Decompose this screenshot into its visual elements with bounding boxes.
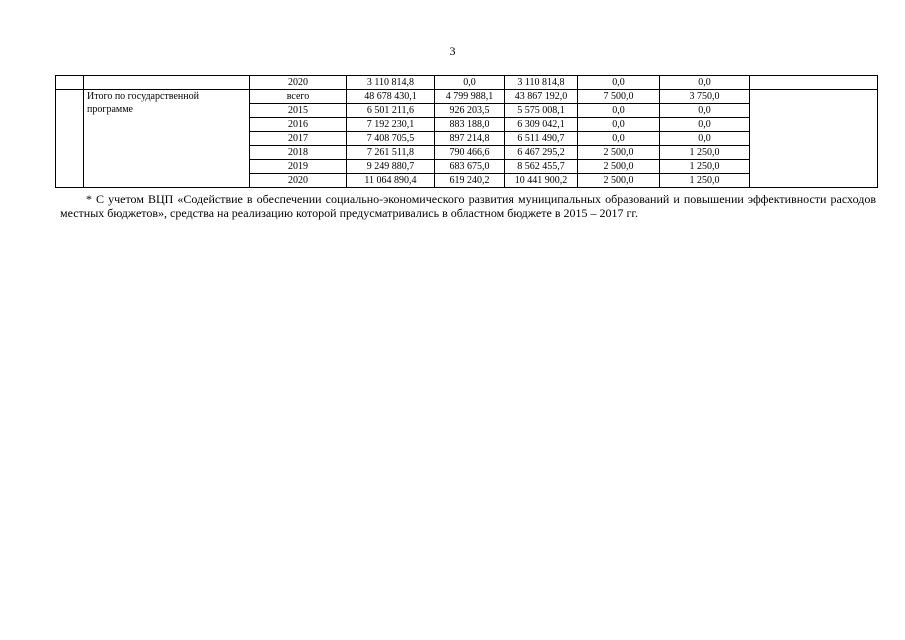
table-cell-regional: 6 309 042,1 xyxy=(505,118,578,132)
table-cell-federal: 790 466,6 xyxy=(435,146,505,160)
table-cell-local: 0,0 xyxy=(578,76,660,90)
table-cell-empty xyxy=(750,76,878,90)
table-cell-federal: 4 799 988,1 xyxy=(435,90,505,104)
table-cell-total: 7 408 705,5 xyxy=(347,132,435,146)
table-cell-total: 6 501 211,6 xyxy=(347,104,435,118)
table-cell-local: 0,0 xyxy=(578,118,660,132)
table-cell-other: 0,0 xyxy=(660,118,750,132)
table-cell-regional: 3 110 814,8 xyxy=(505,76,578,90)
table-cell-other: 0,0 xyxy=(660,132,750,146)
table-cell-regional: 43 867 192,0 xyxy=(505,90,578,104)
table-cell-federal: 883 188,0 xyxy=(435,118,505,132)
table-cell-federal: 926 203,5 xyxy=(435,104,505,118)
table-cell-total: 11 064 890,4 xyxy=(347,174,435,188)
budget-table xyxy=(55,75,878,188)
table-cell-regional: 6 467 295,2 xyxy=(505,146,578,160)
table-cell-other: 1 250,0 xyxy=(660,174,750,188)
table-cell-local: 0,0 xyxy=(578,132,660,146)
table-cell-empty xyxy=(84,76,250,90)
table-cell-total: 9 249 880,7 xyxy=(347,160,435,174)
table-cell-program-label: Итого по государственной программе xyxy=(84,90,250,188)
table-cell-regional: 8 562 455,7 xyxy=(505,160,578,174)
table-cell-year: 2015 xyxy=(250,104,347,118)
table-cell-other: 0,0 xyxy=(660,76,750,90)
table-cell-empty xyxy=(56,90,84,188)
table-cell-local: 0,0 xyxy=(578,104,660,118)
table-cell-total: 48 678 430,1 xyxy=(347,90,435,104)
table-cell-year: 2016 xyxy=(250,118,347,132)
table-cell-empty xyxy=(56,76,84,90)
table-cell-regional: 5 575 008,1 xyxy=(505,104,578,118)
table-cell-other: 1 250,0 xyxy=(660,160,750,174)
table-cell-year: всего xyxy=(250,90,347,104)
table-cell-other: 3 750,0 xyxy=(660,90,750,104)
table-cell-total: 7 261 511,8 xyxy=(347,146,435,160)
table-cell-total: 7 192 230,1 xyxy=(347,118,435,132)
table-cell-federal: 0,0 xyxy=(435,76,505,90)
table-cell-empty xyxy=(750,90,878,188)
table-cell-other: 0,0 xyxy=(660,104,750,118)
table-cell-other: 1 250,0 xyxy=(660,146,750,160)
table-cell-year: 2018 xyxy=(250,146,347,160)
table-cell-federal: 897 214,8 xyxy=(435,132,505,146)
table-cell-regional: 6 511 490,7 xyxy=(505,132,578,146)
table-row xyxy=(56,90,878,104)
table-cell-regional: 10 441 900,2 xyxy=(505,174,578,188)
table-cell-federal: 683 675,0 xyxy=(435,160,505,174)
table-cell-year: 2017 xyxy=(250,132,347,146)
table-cell-year: 2020 xyxy=(250,174,347,188)
table-cell-total: 3 110 814,8 xyxy=(347,76,435,90)
table-cell-local: 7 500,0 xyxy=(578,90,660,104)
footnote: * С учетом ВЦП «Содействие в обеспечении социально-экономического развития муниципальных образований и повышении эффективности расходов местных бюджетов», средства на реализацию которой предусматривались в областном бюджете в 2015 – 2017 гг. xyxy=(60,192,876,220)
table-cell-year: 2020 xyxy=(250,76,347,90)
table-cell-year: 2019 xyxy=(250,160,347,174)
table-cell-local: 2 500,0 xyxy=(578,174,660,188)
table-cell-local: 2 500,0 xyxy=(578,160,660,174)
table-row xyxy=(56,76,878,90)
page-number: 3 xyxy=(449,44,456,58)
table-cell-local: 2 500,0 xyxy=(578,146,660,160)
table-cell-federal: 619 240,2 xyxy=(435,174,505,188)
